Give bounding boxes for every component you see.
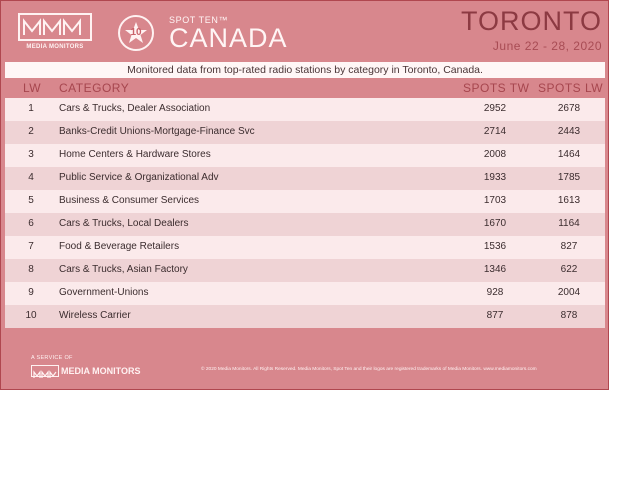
rank-cell: 7 bbox=[28, 241, 34, 252]
spots-lw-cell: 827 bbox=[560, 241, 578, 252]
category-table bbox=[5, 98, 605, 328]
spots-tw-cell: 1346 bbox=[483, 264, 507, 275]
spots-lw-cell: 2443 bbox=[557, 126, 581, 137]
rank-cell: 1 bbox=[28, 103, 34, 114]
category-cell: Cars & Trucks, Dealer Association bbox=[59, 103, 211, 114]
spots-tw-cell: 2008 bbox=[483, 149, 507, 160]
spots-lw-cell: 1613 bbox=[557, 195, 581, 206]
subtitle: Monitored data from top-rated radio stations by category in Toronto, Canada. bbox=[127, 64, 483, 76]
table-row bbox=[5, 167, 605, 190]
copyright-notice: © 2020 Media Monitors. All Rights Reserved. Media Monitors, Spot Ten and their logos are registered trademarks of Media Monitors. www.mediamonitors.com bbox=[201, 367, 537, 372]
category-cell: Banks-Credit Unions-Mortgage-Finance Svc bbox=[59, 126, 255, 137]
rank-cell: 4 bbox=[28, 172, 34, 183]
column-header-spots-tw: SPOTS TW bbox=[463, 81, 530, 95]
table-row bbox=[5, 213, 605, 236]
spots-tw-cell: 1670 bbox=[483, 218, 507, 229]
spots-tw-cell: 928 bbox=[486, 287, 504, 298]
report-header bbox=[1, 1, 610, 63]
spots-tw-cell: 2714 bbox=[483, 126, 507, 137]
rank-cell: 3 bbox=[28, 149, 34, 160]
category-cell: Home Centers & Hardware Stores bbox=[59, 149, 211, 160]
spots-lw-cell: 1785 bbox=[557, 172, 581, 183]
spots-tw-cell: 877 bbox=[486, 310, 504, 321]
country-title: CANADA bbox=[169, 23, 288, 53]
spots-lw-cell: 878 bbox=[560, 310, 578, 321]
category-cell: Business & Consumer Services bbox=[59, 195, 200, 206]
table-row bbox=[5, 259, 605, 282]
logo-wordmark: MEDIA MONITORS bbox=[26, 44, 84, 50]
service-label: A SERVICE OF bbox=[31, 355, 73, 361]
spots-tw-cell: 2952 bbox=[483, 103, 507, 114]
table-row bbox=[5, 305, 605, 328]
spots-tw-cell: 1703 bbox=[483, 195, 507, 206]
category-cell: Food & Beverage Retailers bbox=[59, 241, 180, 252]
spots-lw-cell: 2678 bbox=[557, 103, 581, 114]
spot-ten-label: SPOT TEN™ bbox=[169, 15, 229, 25]
category-cell: Cars & Trucks, Asian Factory bbox=[59, 264, 188, 275]
spots-tw-cell: 1933 bbox=[483, 172, 507, 183]
rank-cell: 10 bbox=[25, 310, 37, 321]
table-row bbox=[5, 144, 605, 167]
subtitle-bar bbox=[5, 62, 605, 78]
spots-tw-cell: 1536 bbox=[483, 241, 507, 252]
column-header-spots-lw: SPOTS LW bbox=[538, 81, 604, 95]
category-cell: Cars & Trucks, Local Dealers bbox=[59, 218, 189, 229]
spot-ten-badge bbox=[118, 15, 154, 51]
rank-cell: 5 bbox=[28, 195, 34, 206]
rank-cell: 8 bbox=[28, 264, 34, 275]
table-row bbox=[5, 282, 605, 305]
spots-lw-cell: 1464 bbox=[557, 149, 581, 160]
rank-cell: 9 bbox=[28, 287, 34, 298]
badge-number: 10 bbox=[130, 27, 142, 38]
table-row bbox=[5, 190, 605, 213]
category-cell: Government-Unions bbox=[59, 287, 149, 298]
rank-cell: 2 bbox=[28, 126, 34, 137]
media-monitors-logo bbox=[18, 13, 92, 51]
spots-lw-cell: 2004 bbox=[557, 287, 581, 298]
category-cell: Wireless Carrier bbox=[59, 310, 131, 321]
table-row bbox=[5, 236, 605, 259]
waveform-icon bbox=[18, 13, 92, 41]
spots-lw-cell: 622 bbox=[560, 264, 578, 275]
category-cell: Public Service & Organizational Adv bbox=[59, 172, 219, 183]
table-row bbox=[5, 98, 605, 121]
footer-brand: MEDIA MONITORS bbox=[61, 366, 141, 376]
city-title: TORONTO bbox=[460, 6, 602, 36]
table-row bbox=[5, 121, 605, 144]
column-headers bbox=[1, 79, 610, 97]
spots-lw-cell: 1164 bbox=[558, 218, 580, 229]
column-header-category: CATEGORY bbox=[59, 81, 130, 95]
footer bbox=[1, 343, 610, 391]
date-range: June 22 - 28, 2020 bbox=[492, 39, 602, 53]
column-header-lw: LW bbox=[23, 81, 42, 95]
waveform-icon bbox=[31, 365, 59, 377]
rank-cell: 6 bbox=[28, 218, 34, 229]
